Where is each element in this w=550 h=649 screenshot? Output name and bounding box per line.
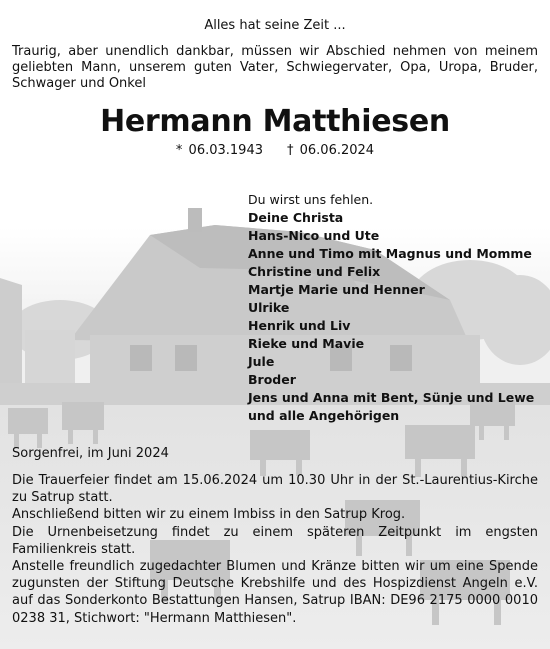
- mourner: Martje Marie und Henner: [248, 282, 425, 297]
- birth-date: * 06.03.1943: [175, 143, 263, 158]
- farewell-line: Du wirst uns fehlen.: [248, 192, 374, 207]
- mourner: Broder: [248, 372, 296, 387]
- mourner: Christine und Felix: [248, 264, 381, 279]
- mourners-list: [248, 191, 534, 425]
- mourner: Anne und Timo mit Magnus und Momme: [248, 246, 532, 261]
- mourner: und alle Angehörigen: [248, 408, 400, 423]
- service-information: [12, 472, 538, 627]
- death-date: † 06.06.2024: [287, 143, 375, 158]
- place-and-date: Sorgenfrei, im Juni 2024: [12, 446, 169, 461]
- mourner: Hans-Nico und Ute: [248, 228, 380, 243]
- mourner: Rieke und Mavie: [248, 336, 365, 351]
- lead-text: Traurig, aber unendlich dankbar, müssen wir Abschied nehmen von meinem geliebten Mann, unserem guten Vater, Schwiegervater, Opa, Uropa, Bruder, Schwager und Onkel: [12, 44, 538, 91]
- mourner: Henrik und Liv: [248, 318, 351, 333]
- life-dates: [0, 143, 550, 158]
- mourner: Jule: [248, 354, 275, 369]
- donation-text: Anstelle freundlich zugedachter Blumen und Kränze bitten wir um eine Spende zugunsten der Stiftung Deutsche Krebshilfe und des Hospizdienst Angeln e.V. auf das Sonderkonto Bestattungen Hansen, Satrup IBAN: DE96 2175 0000 0010 0238 31, Stichwort: "Hermann Matthiesen".: [12, 559, 538, 626]
- intro-quote: Alles hat seine Zeit ...: [204, 18, 346, 33]
- mourner: Jens und Anna mit Bent, Sünje und Lewe: [248, 390, 535, 405]
- reception-text: Anschließend bitten wir zu einem Imbiss in den Satrup Krog.: [12, 507, 406, 523]
- urn-burial-text: Die Urnenbeisetzung findet zu einem späteren Zeitpunkt im engsten Familienkreis statt.: [12, 524, 538, 557]
- funeral-service-text: Die Trauerfeier findet am 15.06.2024 um 10.30 Uhr in der St.-Laurentius-Kirche zu Satrup statt.: [12, 473, 538, 506]
- mourner: Deine Christa: [248, 210, 344, 225]
- mourner: Ulrike: [248, 300, 290, 315]
- deceased-name: Hermann Matthiesen: [100, 104, 450, 139]
